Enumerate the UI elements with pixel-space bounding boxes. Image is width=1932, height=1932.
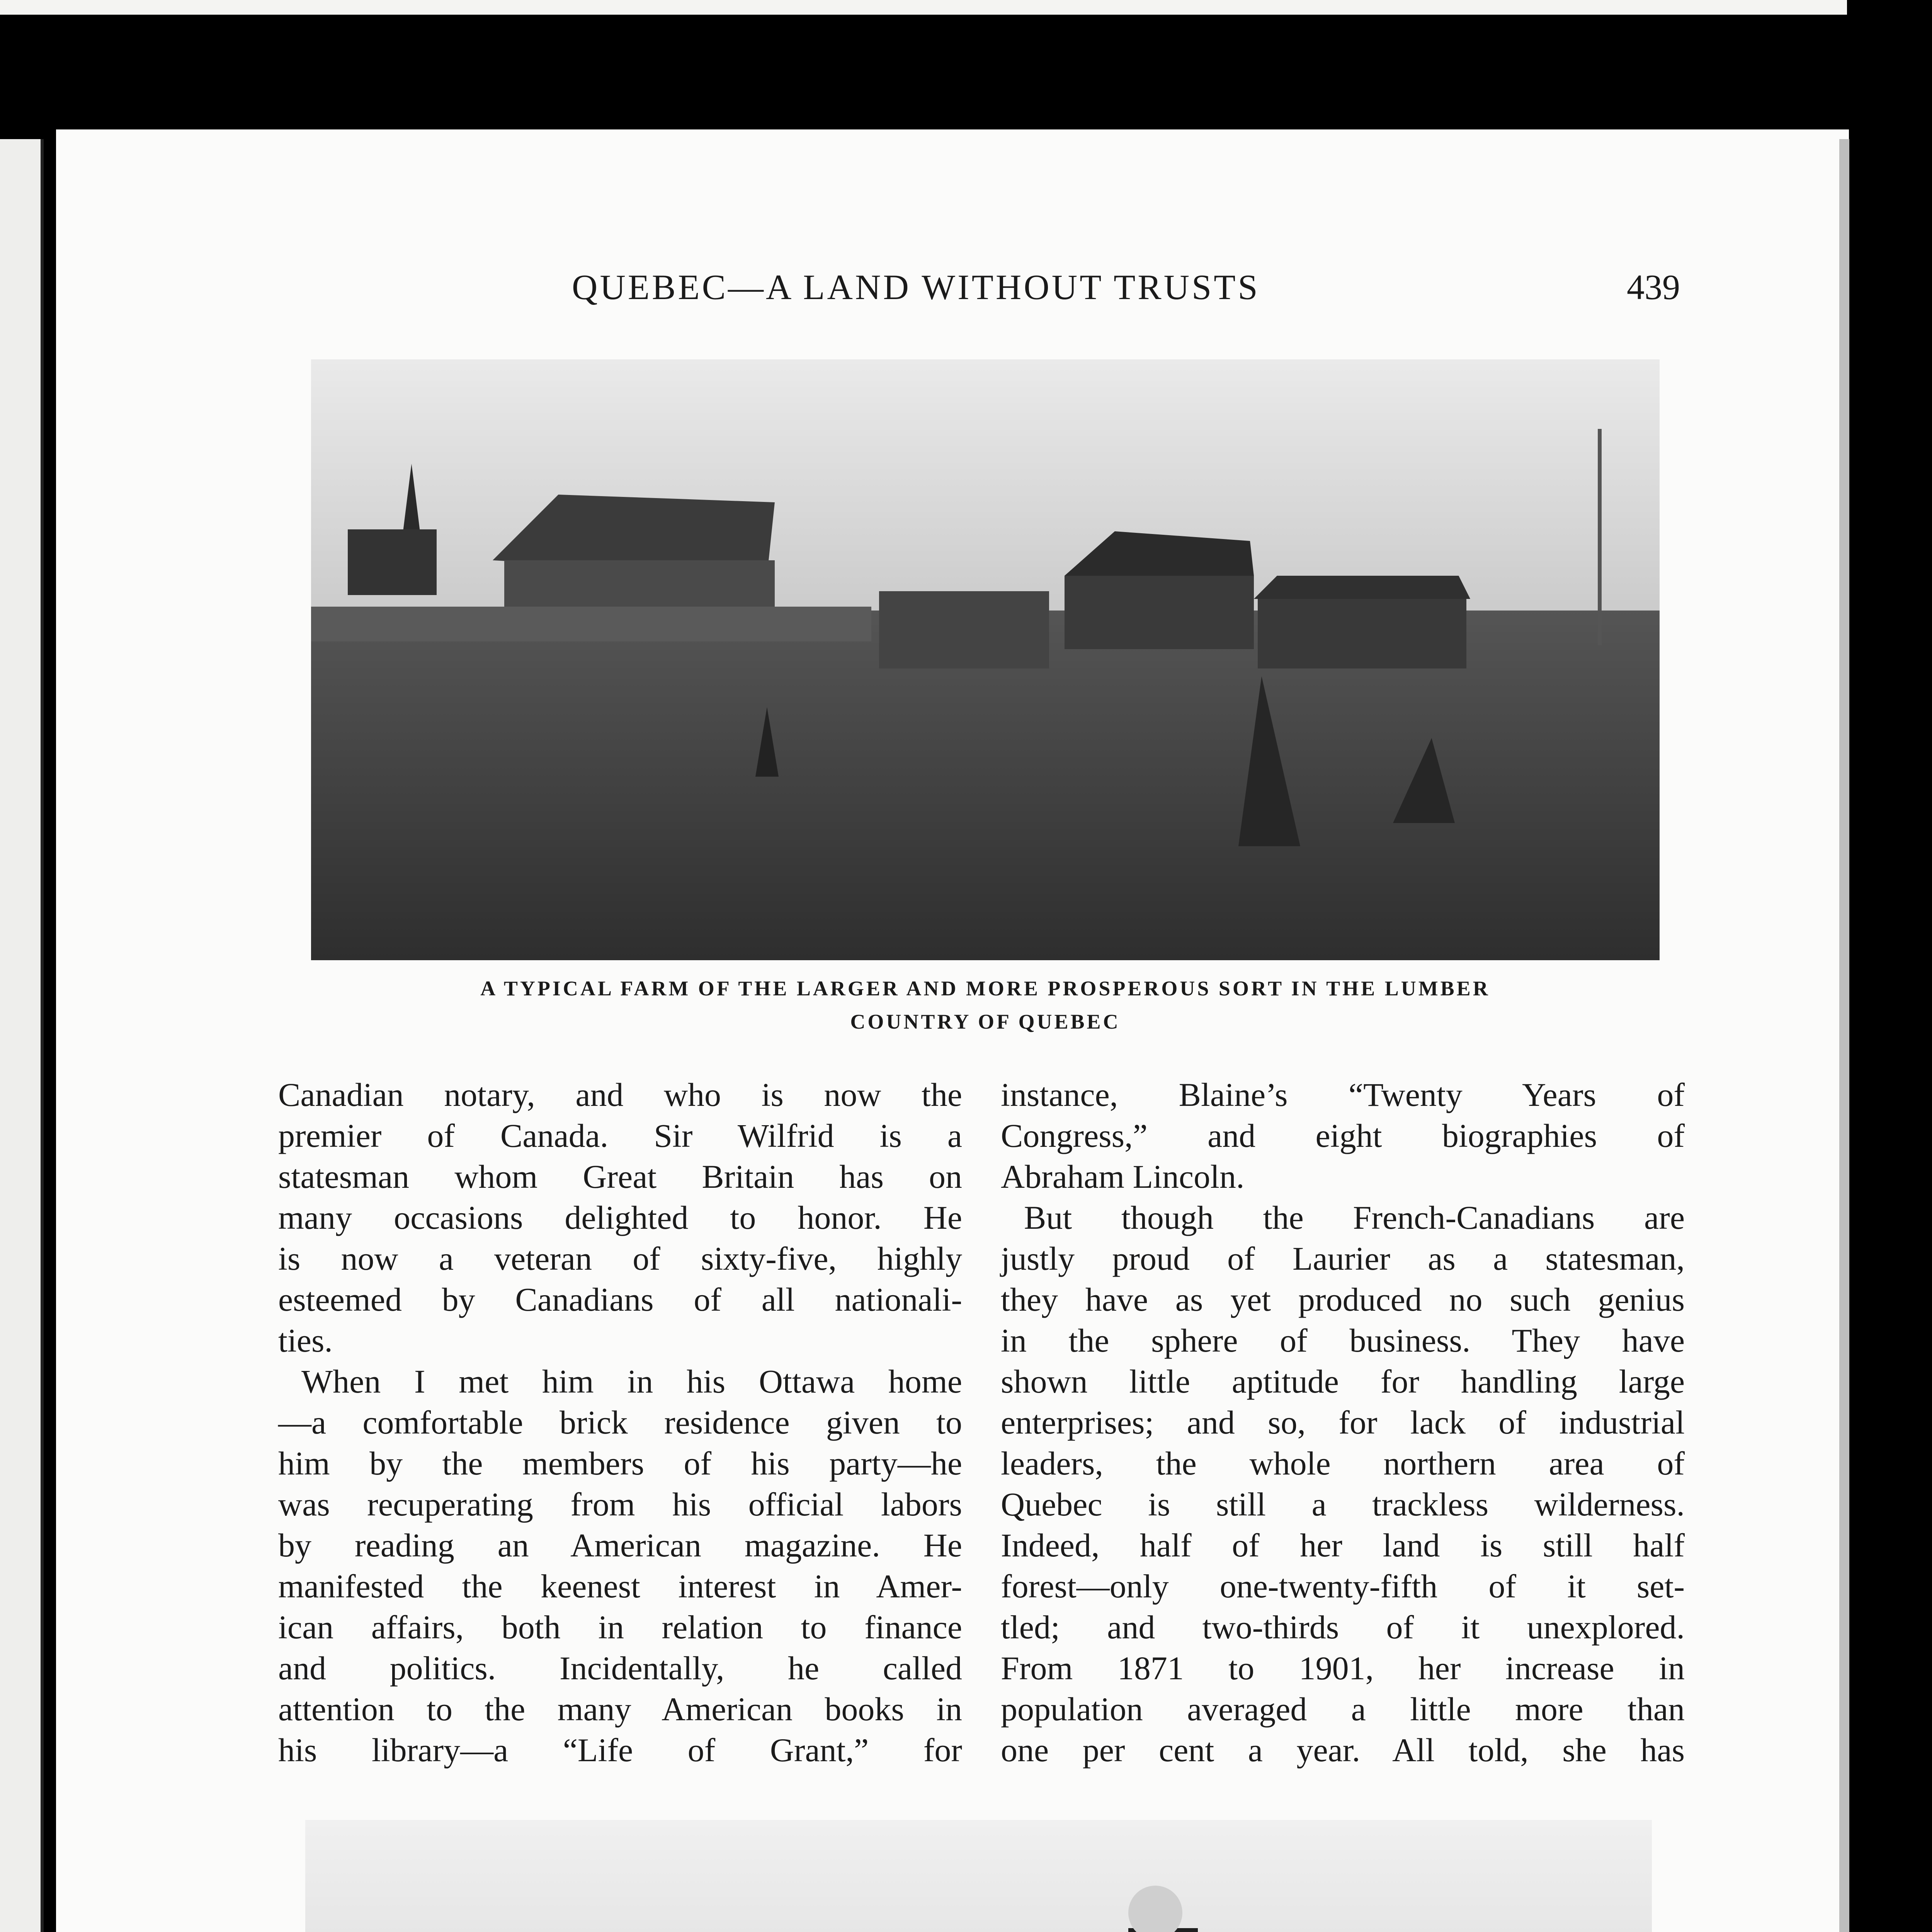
text-line: instance, Blaine’s “Twenty Years of	[1001, 1076, 1685, 1113]
text-line: one per cent a year. All told, she has	[1001, 1731, 1685, 1769]
text-column-left	[278, 1074, 962, 1770]
text-line: forest—only one-twenty-fifth of it set-	[1001, 1568, 1685, 1605]
text-line: premier of Canada. Sir Wilfrid is a	[278, 1117, 962, 1154]
text-line: many occasions delighted to honor. He	[278, 1199, 962, 1236]
text-line: leaders, the whole northern area of	[1001, 1445, 1685, 1482]
text-line: was recuperating from his official labors	[278, 1486, 962, 1523]
farm-photo-caption	[348, 972, 1623, 1038]
page-number: 439	[1627, 267, 1680, 307]
text-line: tled; and two-thirds of it unexplored.	[1001, 1609, 1685, 1646]
text-line: shown little aptitude for handling large	[1001, 1363, 1685, 1400]
running-head: QUEBEC—A LAND WITHOUT TRUSTS	[572, 267, 1260, 307]
text-line: enterprises; and so, for lack of industrial	[1001, 1404, 1685, 1441]
text-line: Congress,” and eight biographies of	[1001, 1117, 1685, 1154]
text-line: manifested the keenest interest in Amer-	[278, 1568, 962, 1605]
caption-line: A TYPICAL FARM OF THE LARGER AND MORE PROSPEROUS SORT IN THE LUMBER	[480, 977, 1490, 1000]
farm-photo-illustration	[311, 359, 1660, 960]
text-line: But though the French-Canadians are	[1024, 1199, 1685, 1236]
caption-line: COUNTRY OF QUEBEC	[850, 1010, 1121, 1033]
text-line: in the sphere of business. They have	[1001, 1322, 1685, 1359]
page-edge-shadow	[1839, 139, 1849, 1932]
caleche-photo-illustration	[305, 1820, 1652, 1932]
text-line: —a comfortable brick residence given to	[278, 1404, 962, 1441]
text-line: justly proud of Laurier as a statesman,	[1001, 1240, 1685, 1277]
text-line: ties.	[278, 1322, 333, 1359]
caleche-photograph	[305, 1820, 1652, 1932]
text-line: by reading an American magazine. He	[278, 1527, 962, 1564]
text-line: statesman whom Great Britain has on	[278, 1158, 962, 1195]
text-line: him by the members of his party—he	[278, 1445, 962, 1482]
text-line: Indeed, half of her land is still half	[1001, 1527, 1685, 1564]
text-line: they have as yet produced no such genius	[1001, 1281, 1685, 1318]
text-line: esteemed by Canadians of all nationali-	[278, 1281, 962, 1318]
text-line: Quebec is still a trackless wilderness.	[1001, 1486, 1685, 1523]
text-line: his library—a “Life of Grant,” for	[278, 1731, 962, 1769]
text-line: When I met him in his Ottawa home	[301, 1363, 962, 1400]
text-column-right	[1001, 1074, 1685, 1770]
facing-page-edge	[0, 139, 44, 1932]
text-line: ican affairs, both in relation to finance	[278, 1609, 962, 1646]
text-line: Canadian notary, and who is now the	[278, 1076, 962, 1113]
text-line: From 1871 to 1901, her increase in	[1001, 1650, 1685, 1687]
text-line: population averaged a little more than	[1001, 1690, 1685, 1728]
scan-top-strip	[0, 0, 1847, 15]
text-line: and politics. Incidentally, he called	[278, 1650, 962, 1687]
farm-photograph	[311, 359, 1660, 960]
text-line: Abraham Lincoln.	[1001, 1158, 1245, 1195]
text-line: is now a veteran of sixty-five, highly	[278, 1240, 962, 1277]
text-line: attention to the many American books in	[278, 1690, 962, 1728]
